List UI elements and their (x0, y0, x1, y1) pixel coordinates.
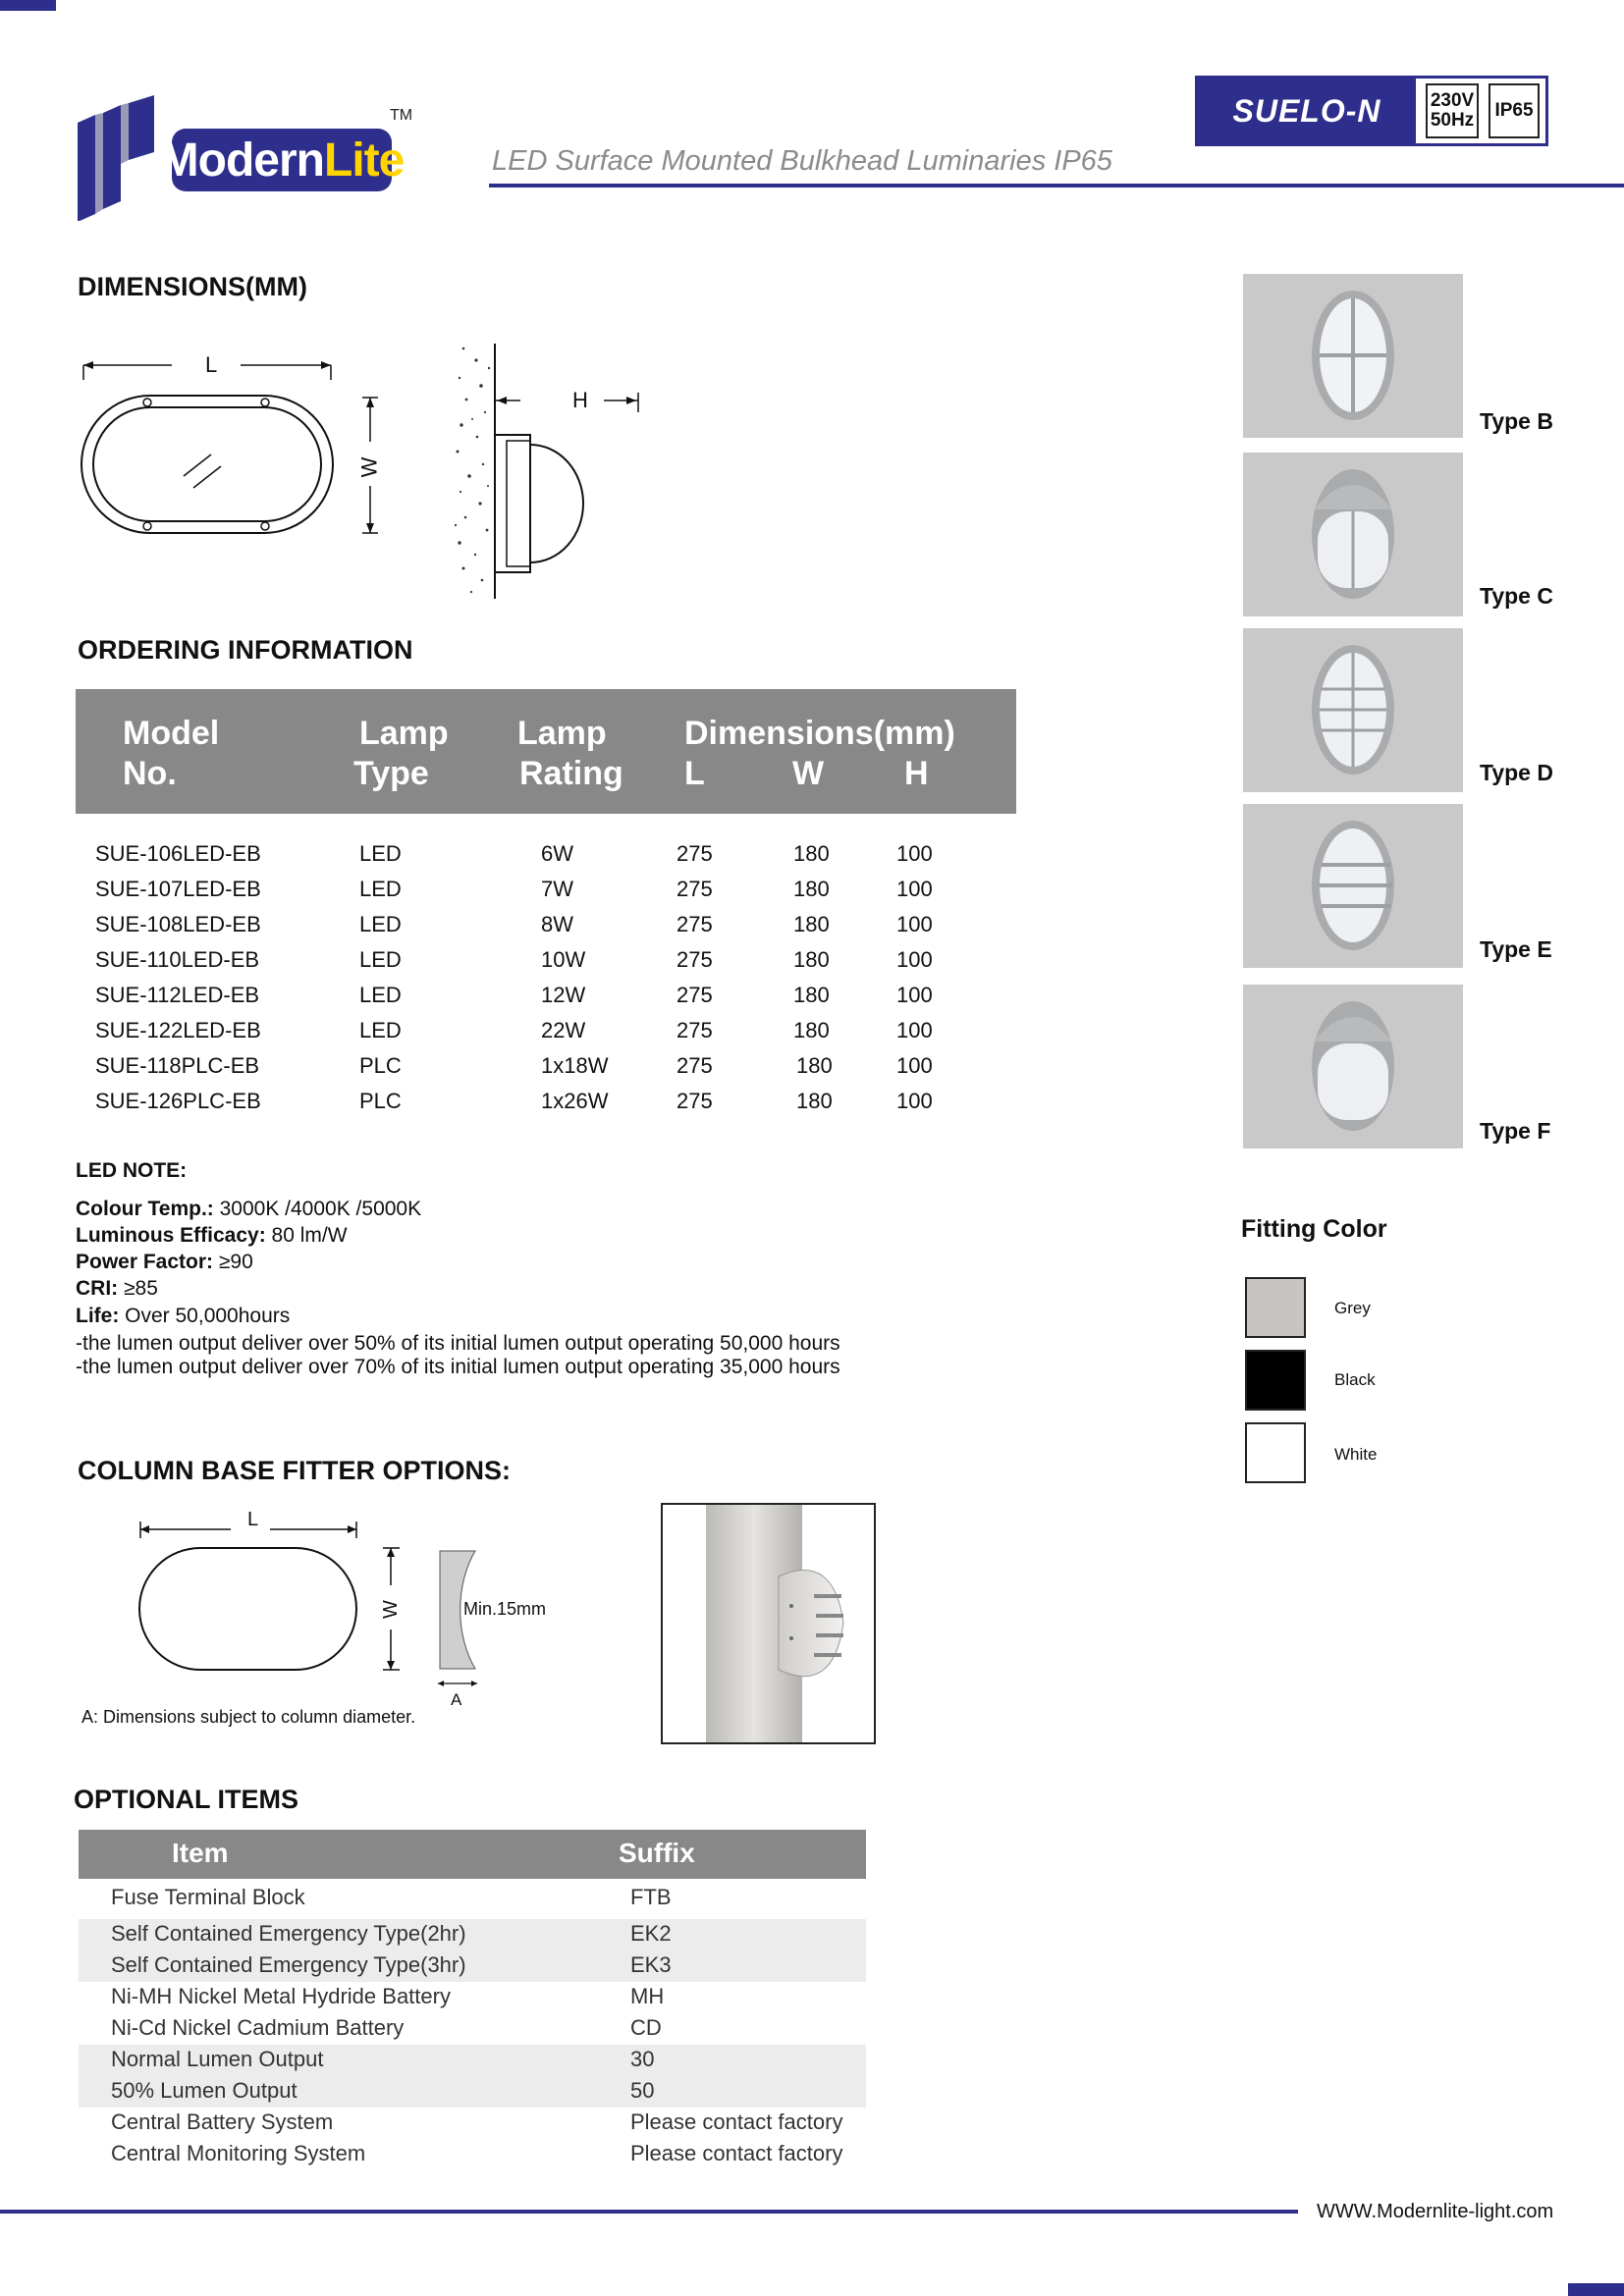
cell-suffix: EK3 (630, 1952, 672, 1977)
black-label: Black (1334, 1370, 1376, 1389)
cell-type: LED (359, 983, 402, 1007)
note-label: Power Factor: (76, 1251, 214, 1273)
cell-l: 275 (677, 912, 713, 936)
cell-type: PLC (359, 1053, 402, 1078)
white-swatch (1245, 1422, 1306, 1483)
type-f-photo (1243, 985, 1463, 1148)
cell-model: SUE-112LED-EB (95, 983, 260, 1007)
header-rule (489, 184, 1624, 187)
col-dimensions: Dimensions(mm) (684, 715, 955, 752)
note-value: ≥90 (213, 1251, 253, 1273)
col-lamp-rating-1: Lamp (517, 715, 607, 752)
column-profile-drawing (432, 1546, 491, 1713)
cell-suffix: Please contact factory (630, 2141, 843, 2165)
type-b-label: Type B (1480, 408, 1553, 434)
table-row (79, 1950, 866, 1982)
side-dimension-drawing (452, 339, 648, 604)
cell-l: 275 (677, 947, 713, 972)
cell-l: 275 (677, 983, 713, 1007)
cell-suffix: CD (630, 2015, 662, 2040)
cell-h: 100 (896, 841, 933, 866)
logo-text-lite: Lite (324, 133, 405, 187)
cell-w: 180 (793, 983, 830, 1007)
cell-model: SUE-106LED-EB (95, 841, 261, 866)
col-model-2: No. (123, 755, 177, 792)
note-value: ≥85 (118, 1277, 158, 1300)
note-line-1: -the lumen output deliver over 50% of its initial lumen output operating 50,000 hours (76, 1332, 840, 1355)
cell-item: Fuse Terminal Block (111, 1885, 305, 1909)
grey-label: Grey (1334, 1299, 1371, 1317)
cell-suffix: 30 (630, 2047, 655, 2071)
cell-model: SUE-122LED-EB (95, 1018, 261, 1042)
trademark-mark: TM (390, 107, 413, 124)
col-model-1: Model (123, 715, 220, 752)
col-lamp-type-1: Lamp (359, 715, 449, 752)
type-c-photo (1243, 453, 1463, 616)
cell-type: LED (359, 1018, 402, 1042)
cell-h: 100 (896, 983, 933, 1007)
brand-logo (74, 93, 427, 221)
table-row (79, 2108, 866, 2139)
cell-item: Self Contained Emergency Type(3hr) (111, 1952, 466, 1977)
cell-suffix: EK2 (630, 1921, 672, 1946)
fitting-color-heading: Fitting Color (1241, 1215, 1387, 1243)
product-badge (1195, 76, 1548, 146)
note-life (76, 1305, 290, 1328)
col-item: Item (172, 1838, 229, 1868)
note-label: Luminous Efficacy: (76, 1224, 266, 1247)
col-lamp-rating-2: Rating (519, 755, 623, 792)
ip-rating-badge: IP65 (1489, 83, 1540, 138)
cell-l: 275 (677, 841, 713, 866)
cell-l: 275 (677, 1018, 713, 1042)
cell-h: 100 (896, 947, 933, 972)
cell-item: Self Contained Emergency Type(2hr) (111, 1921, 466, 1946)
cell-l: 275 (677, 1053, 713, 1078)
table-row (79, 2013, 866, 2045)
cell-suffix: MH (630, 1984, 665, 2008)
table-row (79, 2139, 866, 2170)
dim-label-w: W (356, 456, 382, 478)
cell-w: 180 (793, 1018, 830, 1042)
cell-w: 180 (793, 947, 830, 972)
white-label: White (1334, 1445, 1378, 1464)
type-b-photo (1243, 274, 1463, 438)
note-power-factor (76, 1251, 253, 1274)
cell-suffix: FTB (630, 1885, 672, 1909)
type-e-photo (1243, 804, 1463, 968)
dim-label-l: L (205, 352, 218, 377)
col-dim-h: H (904, 755, 929, 792)
col-lamp-type-2: Type (353, 755, 429, 792)
type-e-label: Type E (1480, 936, 1552, 962)
cell-w: 180 (796, 1053, 833, 1078)
cell-l: 275 (677, 1089, 713, 1113)
cell-item: Central Battery System (111, 2109, 334, 2134)
table-row (79, 2076, 866, 2108)
cell-model: SUE-118PLC-EB (95, 1053, 260, 1078)
note-value: Over 50,000hours (119, 1305, 291, 1327)
col-dim-w: W (792, 755, 825, 792)
cell-type: PLC (359, 1089, 402, 1113)
dimensions-heading: DIMENSIONS(MM) (78, 272, 307, 301)
led-note-heading: LED NOTE: (76, 1159, 188, 1182)
note-value: 3000K /4000K /5000K (213, 1198, 422, 1220)
column-base-heading: COLUMN BASE FITTER OPTIONS: (78, 1456, 511, 1485)
frequency-value: 50Hz (1430, 110, 1475, 131)
cell-suffix: Please contact factory (630, 2109, 843, 2134)
cell-h: 100 (896, 877, 933, 901)
cell-w: 180 (796, 1089, 833, 1113)
note-value: 80 lm/W (265, 1224, 348, 1247)
cell-rating: 6W (541, 841, 573, 866)
corner-accent-bottom (1568, 2283, 1624, 2296)
cell-rating: 7W (541, 877, 573, 901)
cell-w: 180 (793, 877, 830, 901)
note-cri (76, 1277, 158, 1301)
note-colour-temp (76, 1198, 421, 1221)
cell-h: 100 (896, 1053, 933, 1078)
min-clearance-note: Min.15mm (463, 1599, 547, 1619)
grey-swatch (1245, 1277, 1306, 1338)
cell-type: LED (359, 877, 402, 901)
col-suffix: Suffix (619, 1838, 695, 1868)
note-label: Life: (76, 1305, 120, 1327)
table-row (79, 1919, 866, 1950)
type-d-photo (1243, 628, 1463, 792)
product-name: SUELO-N (1198, 79, 1416, 143)
cell-item: Ni-Cd Nickel Cadmium Battery (111, 2015, 405, 2040)
note-label: CRI: (76, 1277, 119, 1300)
optional-heading: OPTIONAL ITEMS (74, 1785, 299, 1814)
footer-rule (0, 2210, 1298, 2214)
table-row (79, 1982, 866, 2013)
voltage-value: 230V (1430, 90, 1475, 112)
optional-table-header (79, 1830, 866, 1879)
cell-model: SUE-107LED-EB (95, 877, 261, 901)
cell-suffix: 50 (630, 2078, 655, 2103)
cell-item: 50% Lumen Output (111, 2078, 298, 2103)
product-subtitle: LED Surface Mounted Bulkhead Luminaries IP65 (492, 145, 1112, 177)
cell-rating: 1x18W (541, 1053, 609, 1078)
note-efficacy (76, 1224, 348, 1248)
cell-rating: 12W (541, 983, 586, 1007)
dim-label-h: H (572, 388, 588, 412)
type-d-label: Type D (1480, 760, 1553, 785)
cell-w: 180 (793, 912, 830, 936)
column-footnote: A: Dimensions subject to column diameter. (81, 1707, 416, 1727)
cell-type: LED (359, 947, 402, 972)
cell-rating: 8W (541, 912, 573, 936)
logo-text-modern: Modern (159, 133, 324, 187)
cell-model: SUE-108LED-EB (95, 912, 261, 936)
type-c-label: Type C (1480, 583, 1553, 609)
voltage-badge (1426, 83, 1479, 138)
corner-accent-top (0, 0, 56, 11)
cell-h: 100 (896, 1089, 933, 1113)
cell-type: LED (359, 912, 402, 936)
cell-rating: 10W (541, 947, 586, 972)
cell-w: 180 (793, 841, 830, 866)
website-link[interactable]: WWW.Modernlite-light.com (1317, 2201, 1554, 2222)
column-photo (661, 1503, 876, 1744)
cell-type: LED (359, 841, 402, 866)
cell-model: SUE-126PLC-EB (95, 1089, 261, 1113)
ordering-heading: ORDERING INFORMATION (78, 635, 413, 665)
col-dim-l: L (684, 755, 705, 792)
column-label-l: L (247, 1509, 259, 1530)
column-label-a: A (451, 1690, 462, 1709)
cell-item: Central Monitoring System (111, 2141, 366, 2165)
type-f-label: Type F (1480, 1118, 1551, 1144)
cell-model: SUE-110LED-EB (95, 947, 260, 972)
note-label: Colour Temp.: (76, 1198, 214, 1220)
cell-h: 100 (896, 912, 933, 936)
cell-h: 100 (896, 1018, 933, 1042)
ordering-table-header (76, 689, 1016, 814)
note-line-2: -the lumen output deliver over 70% of its initial lumen output operating 35,000 hours (76, 1356, 840, 1378)
front-dimension-drawing (74, 339, 388, 545)
table-row (79, 2045, 866, 2076)
cell-item: Normal Lumen Output (111, 2047, 324, 2071)
column-label-w: W (379, 1600, 402, 1619)
black-swatch (1245, 1350, 1306, 1411)
cell-l: 275 (677, 877, 713, 901)
cell-item: Ni-MH Nickel Metal Hydride Battery (111, 1984, 451, 2008)
table-row (79, 1883, 866, 1914)
cell-rating: 22W (541, 1018, 586, 1042)
cell-rating: 1x26W (541, 1089, 609, 1113)
